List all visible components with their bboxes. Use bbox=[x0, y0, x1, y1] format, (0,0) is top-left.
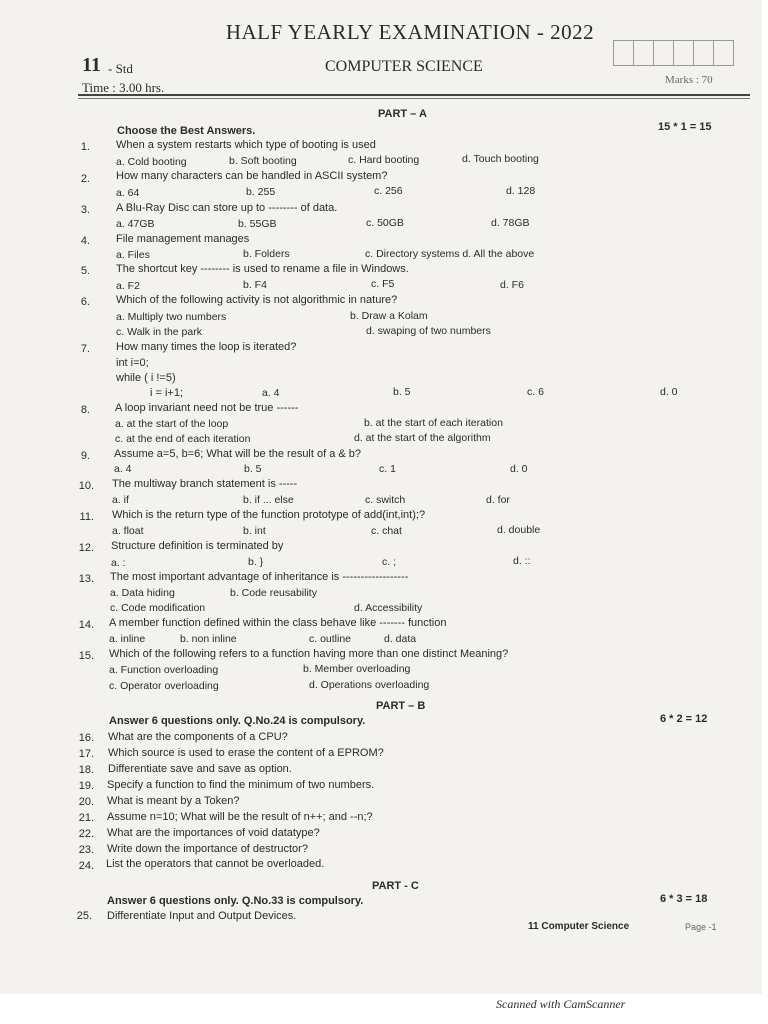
option: b. 5 bbox=[393, 386, 411, 398]
option: d. 128 bbox=[506, 185, 536, 197]
register-box bbox=[673, 40, 694, 66]
code-line: int i=0; bbox=[116, 357, 149, 369]
question-text: What are the components of a CPU? bbox=[108, 731, 288, 743]
question-number: 18. bbox=[78, 764, 94, 776]
option: c. ; bbox=[382, 556, 397, 568]
option: b. Member overloading bbox=[303, 663, 411, 675]
question-number: 3. bbox=[80, 204, 90, 216]
option: a. 64 bbox=[116, 187, 140, 199]
option: d. double bbox=[497, 524, 541, 536]
option: c. F5 bbox=[371, 278, 395, 290]
question-text: A loop invariant need not be true ------ bbox=[115, 402, 299, 414]
question-text: Which is the return type of the function prototype of add(int,int);? bbox=[112, 509, 426, 521]
option: b. int bbox=[243, 525, 266, 537]
option: c. 50GB bbox=[366, 217, 404, 229]
std-number: 11 bbox=[82, 54, 101, 76]
register-box bbox=[693, 40, 714, 66]
exam-time: Time : 3.00 hrs. bbox=[82, 80, 165, 95]
total-marks: Marks : 70 bbox=[665, 74, 713, 86]
question-number: 15. bbox=[78, 650, 94, 662]
register-box bbox=[633, 40, 654, 66]
option: b. 55GB bbox=[238, 218, 277, 230]
part-b-heading: PART – B bbox=[376, 700, 426, 712]
option: c. Operator overloading bbox=[109, 680, 219, 692]
code-line: i = i+1; bbox=[150, 387, 184, 399]
option: c. outline bbox=[309, 633, 352, 645]
option: a. Function overloading bbox=[109, 664, 219, 676]
option: c. 6 bbox=[527, 386, 544, 398]
option: c. chat bbox=[371, 525, 402, 537]
question-number: 7. bbox=[80, 343, 90, 355]
question-number: 25. bbox=[76, 910, 92, 922]
question-text: Differentiate save and save as option. bbox=[108, 763, 292, 775]
question-text: Assume a=5, b=6; What will be the result of a & b? bbox=[114, 448, 362, 460]
option: b. Folders bbox=[243, 248, 290, 260]
question-number: 21. bbox=[78, 812, 94, 824]
question-text: Which of the following refers to a function having more than one distinct Meaning? bbox=[109, 648, 509, 660]
code-line: while ( i !=5) bbox=[116, 372, 176, 384]
option: c. Code modification bbox=[110, 602, 206, 614]
question-number: 12. bbox=[78, 542, 94, 554]
option: c. at the end of each iteration bbox=[115, 433, 251, 445]
option: a. Files bbox=[116, 249, 150, 261]
option: b. Soft booting bbox=[229, 155, 297, 167]
question-number: 8. bbox=[80, 404, 90, 416]
footer-subject: 11 Computer Science bbox=[528, 921, 630, 932]
question-number: 11. bbox=[79, 511, 94, 523]
option: a. F2 bbox=[116, 280, 140, 292]
option: d. 0 bbox=[510, 463, 528, 475]
part-a-instruction: Choose the Best Answers. bbox=[117, 125, 256, 137]
question-text: Which of the following activity is not algorithmic in nature? bbox=[116, 294, 398, 306]
option: c. Directory systems d. All the above bbox=[365, 248, 535, 260]
option: d. swaping of two numbers bbox=[366, 325, 491, 337]
option: b. 5 bbox=[244, 463, 262, 475]
question-number: 16. bbox=[78, 732, 94, 744]
part-b-instruction: Answer 6 questions only. Q.No.24 is compulsory. bbox=[109, 715, 366, 727]
question-number: 19. bbox=[78, 780, 94, 792]
option: a. if bbox=[112, 494, 129, 506]
subject-title: COMPUTER SCIENCE bbox=[325, 58, 483, 75]
part-a-marks: 15 * 1 = 15 bbox=[658, 121, 712, 133]
question-text: File management manages bbox=[116, 233, 250, 245]
option: a. Cold booting bbox=[116, 156, 187, 168]
question-number: 14. bbox=[78, 619, 94, 631]
question-number: 6. bbox=[80, 296, 90, 308]
option: a. float bbox=[112, 525, 144, 537]
part-c-marks: 6 * 3 = 18 bbox=[660, 893, 708, 905]
question-number: 23. bbox=[78, 844, 94, 856]
register-box bbox=[653, 40, 674, 66]
option: d. data bbox=[384, 633, 417, 645]
question-text: Specify a function to find the minimum of two numbers. bbox=[107, 779, 375, 791]
exam-title: HALF YEARLY EXAMINATION - 2022 bbox=[225, 20, 595, 44]
option: a. inline bbox=[109, 633, 146, 645]
question-text: Assume n=10; What will be the result of n++; and --n;? bbox=[107, 811, 373, 823]
question-number: 5. bbox=[80, 265, 90, 277]
question-text: A Blu-Ray Disc can store up to -------- of data. bbox=[116, 202, 338, 214]
question-text: List the operators that cannot be overloaded. bbox=[106, 858, 325, 870]
option: d. at the start of the algorithm bbox=[354, 432, 491, 444]
question-number: 17. bbox=[78, 748, 94, 760]
question-number: 24. bbox=[78, 860, 94, 872]
option: c. 256 bbox=[374, 185, 403, 197]
part-b-marks: 6 * 2 = 12 bbox=[660, 713, 708, 725]
question-text: How many characters can be handled in ASCII system? bbox=[116, 170, 388, 182]
page-number: Page -1 bbox=[685, 922, 717, 932]
header-divider bbox=[78, 94, 750, 96]
register-box bbox=[613, 40, 634, 66]
question-number: 20. bbox=[78, 796, 94, 808]
option: c. Walk in the park bbox=[116, 326, 202, 338]
part-c-instruction: Answer 6 questions only. Q.No.33 is compulsory. bbox=[107, 895, 364, 907]
question-text: What are the importances of void datatype? bbox=[107, 827, 320, 839]
question-text: How many times the loop is iterated? bbox=[116, 341, 297, 353]
option: b. non inline bbox=[180, 633, 237, 645]
option: d. :: bbox=[513, 555, 531, 567]
option: d. Touch booting bbox=[462, 153, 539, 165]
question-number: 9. bbox=[80, 450, 90, 462]
question-number: 13. bbox=[78, 573, 94, 585]
option: a. : bbox=[111, 557, 126, 569]
question-text: The multiway branch statement is ----- bbox=[112, 478, 298, 490]
part-a-heading: PART – A bbox=[378, 108, 427, 120]
option: b. if ... else bbox=[243, 494, 294, 506]
question-text: Which source is used to erase the content of a EPROM? bbox=[108, 747, 384, 759]
option: d. 78GB bbox=[491, 217, 530, 229]
option: c. Hard booting bbox=[348, 154, 420, 166]
question-text: The shortcut key -------- is used to rename a file in Windows. bbox=[116, 263, 409, 275]
header-divider-thin bbox=[78, 98, 750, 99]
option: b. F4 bbox=[243, 279, 267, 291]
question-text: Structure definition is terminated by bbox=[111, 540, 284, 552]
question-text: When a system restarts which type of booting is used bbox=[116, 139, 376, 151]
option: c. 1 bbox=[379, 463, 396, 475]
question-number: 22. bbox=[78, 828, 94, 840]
option: a. Data hiding bbox=[110, 587, 175, 599]
register-box bbox=[713, 40, 734, 66]
option: a. at the start of the loop bbox=[115, 418, 229, 430]
option: c. switch bbox=[365, 494, 406, 506]
option: d. 0 bbox=[660, 386, 678, 398]
option: b. Draw a Kolam bbox=[350, 310, 428, 322]
option: a. 4 bbox=[114, 463, 132, 475]
camscanner-watermark: Scanned with CamScanner bbox=[496, 997, 626, 1011]
option: d. Operations overloading bbox=[309, 679, 430, 691]
option: d. Accessibility bbox=[354, 602, 423, 614]
question-text: Differentiate Input and Output Devices. bbox=[107, 910, 297, 922]
question-number: 2. bbox=[80, 173, 90, 185]
option: d. for bbox=[486, 494, 510, 506]
option: a. 47GB bbox=[116, 218, 155, 230]
question-number: 10. bbox=[78, 480, 94, 492]
question-number: 1. bbox=[80, 141, 90, 153]
question-text: Write down the importance of destructor? bbox=[107, 843, 308, 855]
option: b. } bbox=[248, 556, 264, 568]
option: a. Multiply two numbers bbox=[116, 311, 227, 323]
option: b. Code reusability bbox=[230, 587, 317, 599]
question-number: 4. bbox=[80, 235, 90, 247]
question-text: A member function defined within the class behave like ------- function bbox=[109, 617, 447, 629]
question-text: What is meant by a Token? bbox=[107, 795, 240, 807]
option: d. F6 bbox=[500, 279, 524, 291]
register-number-boxes bbox=[614, 40, 734, 66]
option: b. at the start of each iteration bbox=[364, 417, 503, 429]
std-label: - Std bbox=[108, 61, 133, 76]
part-c-heading: PART - C bbox=[372, 880, 419, 892]
option: a. 4 bbox=[262, 387, 280, 399]
question-text: The most important advantage of inheritance is ------------------ bbox=[110, 571, 409, 583]
option: b. 255 bbox=[246, 186, 276, 198]
